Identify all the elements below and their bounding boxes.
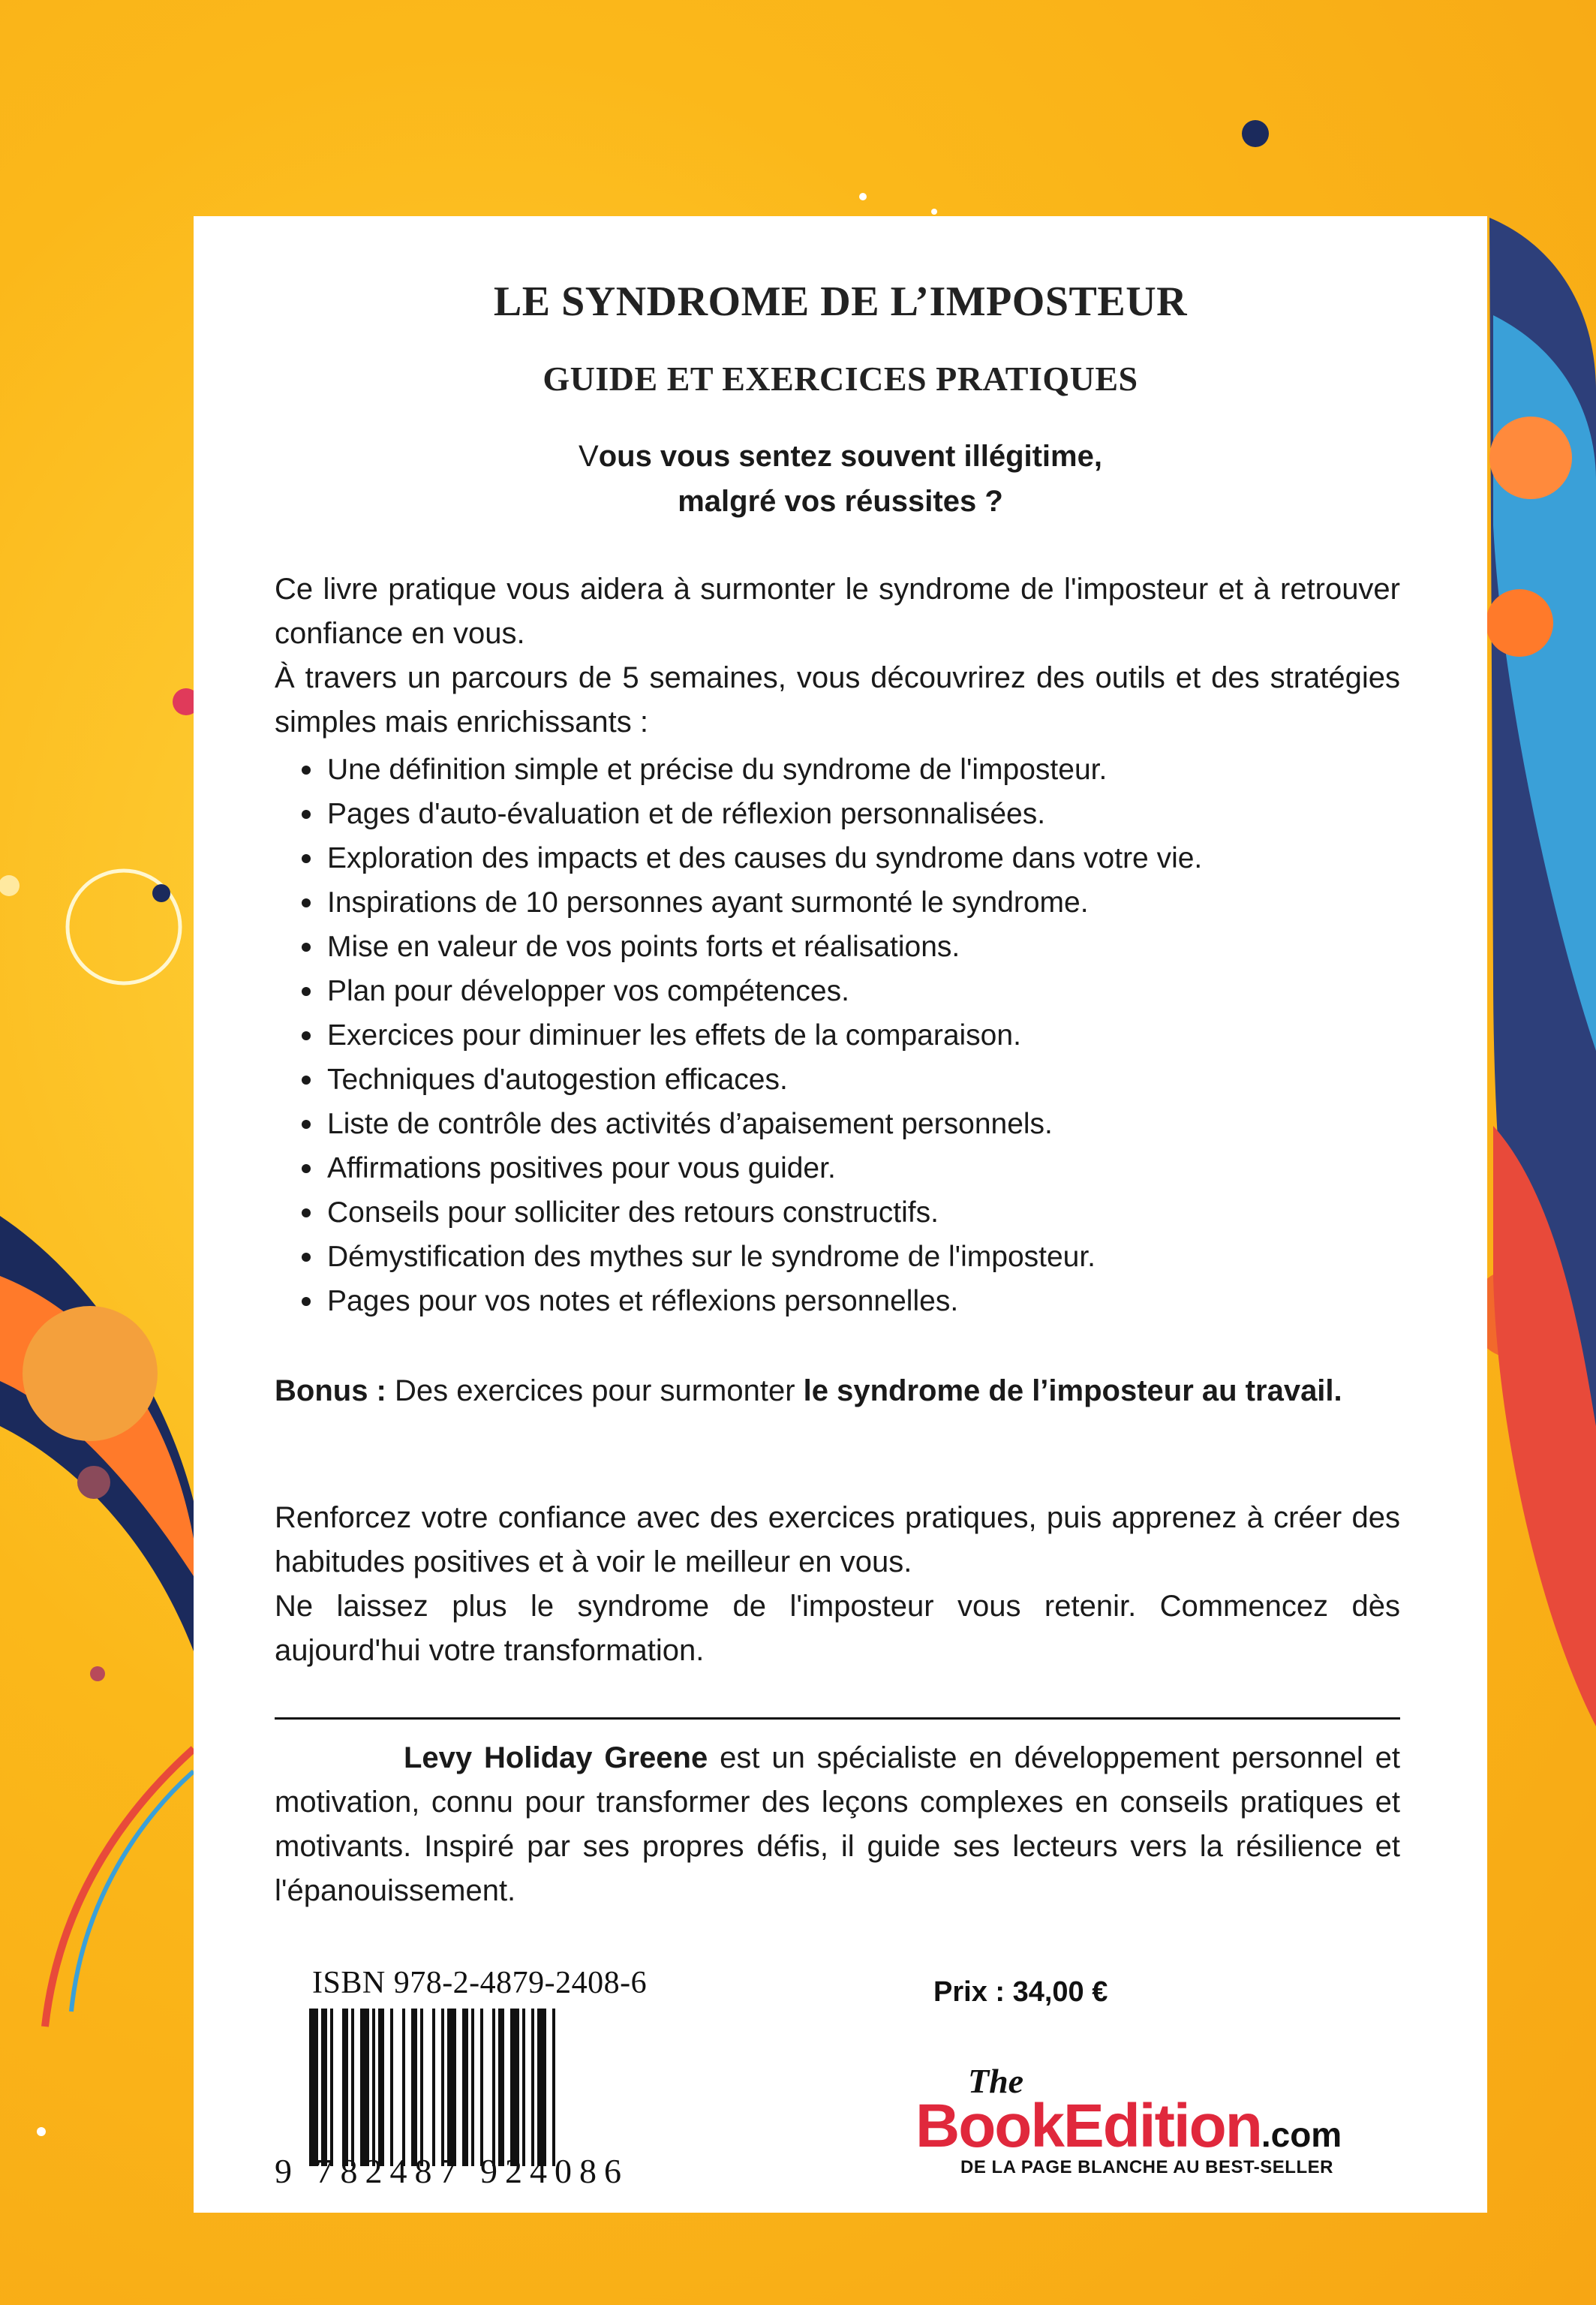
- list-item: Pages d'auto-évaluation et de réflexion personnalisées.: [327, 792, 1400, 836]
- lead-line1: ous vous sentez souvent illégitime,: [598, 440, 1102, 473]
- intro-paragraph-1: Ce livre pratique vous aidera à surmonter le syndrome de l'imposteur et à retrouver confiance en vous.: [275, 573, 1400, 650]
- author-bio-text: est un spécialiste en développement personnel et motivation, connu pour transformer des leçons complexes en conseils pratiques et motivants. Inspiré par ses propres défis, il guide ses lecteurs vers la résilience et l'épanouissement.: [275, 1741, 1400, 1907]
- list-item: Liste de contrôle des activités d’apaisement personnels.: [327, 1102, 1400, 1146]
- list-item: Inspirations de 10 personnes ayant surmonté le syndrome.: [327, 880, 1400, 925]
- list-item: Une définition simple et précise du syndrome de l'imposteur.: [327, 748, 1400, 792]
- list-item: Démystification des mythes sur le syndrome de l'imposteur.: [327, 1235, 1400, 1279]
- divider: [275, 1717, 1400, 1720]
- lead-question: [194, 434, 1487, 524]
- list-item: Affirmations positives pour vous guider.: [327, 1146, 1400, 1190]
- publisher-tagline: DE LA PAGE BLANCHE AU BEST-SELLER: [960, 2157, 1333, 2177]
- outro-paragraph-2: Ne laissez plus le syndrome de l'imposteur vous retenir. Commencez dès aujourd'hui votre transformation.: [275, 1590, 1400, 1667]
- bonus-text: Des exercices pour surmonter: [386, 1374, 804, 1407]
- bonus-paragraph: [275, 1369, 1400, 1413]
- intro-paragraph-2: À travers un parcours de 5 semaines, vous découvrirez des outils et des stratégies simples mais enrichissants :: [275, 661, 1400, 739]
- list-item: Exploration des impacts et des causes du syndrome dans votre vie.: [327, 836, 1400, 880]
- publisher-logo: [915, 2061, 1411, 2177]
- book-subtitle: GUIDE ET EXERCICES PRATIQUES: [543, 360, 1138, 398]
- intro-text: [275, 567, 1400, 745]
- list-item: Techniques d'autogestion efficaces.: [327, 1058, 1400, 1102]
- author-bio: [275, 1736, 1400, 1913]
- list-item: Plan pour développer vos compétences.: [327, 969, 1400, 1013]
- outro-text: [275, 1496, 1400, 1673]
- barcode-digits: 9 782487 924086: [275, 2152, 629, 2190]
- book-title: LE SYNDROME DE L’IMPOSTEUR: [493, 278, 1188, 325]
- isbn-label: ISBN 978-2-4879-2408-6: [312, 1966, 648, 2000]
- list-item: Exercices pour diminuer les effets de la comparaison.: [327, 1013, 1400, 1058]
- barcode: [306, 2009, 651, 2166]
- bonus-emphasis: le syndrome de l’imposteur au travail.: [803, 1374, 1342, 1407]
- outro-paragraph-1: Renforcez votre confiance avec des exercices pratiques, puis apprenez à créer des habitudes positives et à voir le meilleur en vous.: [275, 1501, 1400, 1578]
- feature-list: [299, 748, 1400, 1323]
- bonus-label: Bonus :: [275, 1374, 386, 1407]
- back-cover-panel: [194, 216, 1487, 2213]
- publisher-logo-the: The: [968, 2062, 1024, 2100]
- lead-line2: malgré vos réussites ?: [678, 485, 1003, 518]
- list-item: Pages pour vos notes et réflexions personnelles.: [327, 1279, 1400, 1323]
- publisher-logo-brand: BookEdition.com: [915, 2092, 1342, 2160]
- price: Prix : 34,00 €: [933, 1976, 1108, 2008]
- lead-first-letter: V: [579, 440, 599, 473]
- author-name: Levy Holiday Greene: [404, 1741, 708, 1774]
- list-item: Mise en valeur de vos points forts et réalisations.: [327, 925, 1400, 969]
- list-item: Conseils pour solliciter des retours constructifs.: [327, 1190, 1400, 1235]
